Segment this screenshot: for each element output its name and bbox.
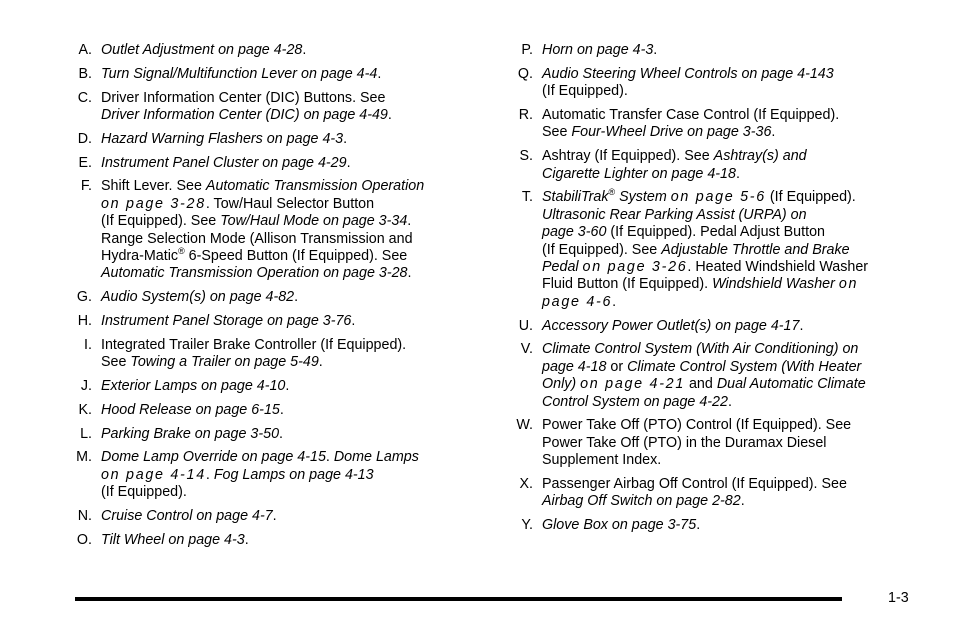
item-description: . <box>407 265 412 282</box>
cross-reference-link: on page 4-21 <box>580 376 685 393</box>
item-description: . <box>387 107 392 123</box>
cross-reference-link: Four-Wheel Drive on page 3-36 <box>571 124 772 141</box>
right-column <box>500 42 920 541</box>
item-description: . <box>727 393 732 410</box>
cross-reference-link: Automatic Transmission Operation <box>205 178 425 195</box>
legend-item <box>68 449 488 501</box>
item-letter: U. <box>518 317 533 334</box>
item-text <box>542 476 920 511</box>
legend-item <box>500 107 920 142</box>
item-description: Range Selection Mode (Allison Transmission and <box>101 230 413 247</box>
item-letter: C. <box>77 89 92 106</box>
item-text <box>101 449 488 501</box>
cross-reference-link: Ashtray(s) and <box>713 148 807 165</box>
cross-reference-link: page 4-6 <box>542 293 613 310</box>
cross-reference-link: Automatic Transmission Operation on page 3-28 <box>101 265 408 282</box>
legend-item <box>68 42 488 59</box>
item-description: . <box>285 378 290 395</box>
cross-reference-link: Only) <box>542 376 581 393</box>
item-description: Fluid Button (If Equipped). <box>542 276 713 293</box>
item-description: or <box>606 358 628 375</box>
legend-item <box>68 155 488 172</box>
item-letter: O. <box>76 531 92 548</box>
item-description: See <box>542 124 572 141</box>
item-description: Power Take Off (PTO) in the Duramax Diesel <box>542 434 827 451</box>
item-description: . <box>612 293 617 310</box>
legend-item <box>68 289 488 306</box>
cross-reference-link: Instrument Panel Storage on page 3-76 <box>101 313 352 330</box>
item-letter: R. <box>518 107 533 123</box>
cross-reference-link: Audio Steering Wheel Controls on page 4-143 <box>542 65 834 82</box>
left-column <box>68 42 488 556</box>
cross-reference-link: page 4-18 <box>542 358 607 375</box>
cross-reference-link: Climate Control System (With Air Conditioning) on <box>542 341 859 358</box>
item-text <box>542 318 920 335</box>
item-description: (If Equipped). Pedal Adjust Button <box>606 224 825 241</box>
item-description: . <box>740 493 745 510</box>
item-description: (If Equipped). <box>101 484 187 501</box>
item-description: See <box>101 354 131 371</box>
item-description: . <box>696 517 701 534</box>
legend-item <box>500 341 920 411</box>
item-text <box>101 402 488 419</box>
item-letter: J. <box>80 378 92 395</box>
item-text <box>542 189 920 311</box>
cross-reference-link: Ultrasonic Rear Parking Assist (URPA) on <box>542 206 807 223</box>
cross-reference-link: on page 3-26 <box>582 259 688 276</box>
item-description: . <box>377 65 382 82</box>
item-text <box>101 532 488 549</box>
item-description: . <box>279 401 284 418</box>
cross-reference-link: System <box>615 189 671 206</box>
cross-reference-link: Cruise Control on page 4-7 <box>101 508 273 525</box>
legend-item <box>68 66 488 83</box>
item-letter: F. <box>80 178 92 195</box>
item-description: and <box>685 376 717 393</box>
legend-item <box>68 90 488 125</box>
item-description: . <box>343 130 348 147</box>
item-description: . Heated Windshield Washer <box>687 259 869 276</box>
cross-reference-link: Tilt Wheel on page 4-3 <box>101 531 245 548</box>
cross-reference-link: Control System on page 4-22 <box>542 393 728 410</box>
legend-item <box>500 42 920 59</box>
item-description: . <box>346 154 351 171</box>
item-description: Power Take Off (PTO) Control (If Equipped). See <box>542 417 852 434</box>
item-description: . <box>302 42 307 58</box>
item-text <box>101 337 488 372</box>
item-text <box>542 517 920 534</box>
cross-reference-link: Turn Signal/Multifunction Lever on page 4-4 <box>101 65 378 82</box>
legend-item <box>68 426 488 443</box>
cross-reference-link: Exterior Lamps on page 4-10 <box>101 378 286 395</box>
item-description: . <box>294 289 299 306</box>
legend-item <box>68 508 488 525</box>
cross-reference-link: Audio System(s) on page 4-82 <box>101 289 295 306</box>
item-text <box>542 42 920 59</box>
item-text <box>101 66 488 83</box>
item-letter: T. <box>521 189 533 206</box>
cross-reference-link: Driver Information Center (DIC) on page 4-49 <box>101 107 388 123</box>
item-letter: K. <box>78 401 92 418</box>
item-letter: L. <box>80 425 92 442</box>
item-text <box>542 148 920 183</box>
item-letter: Q. <box>517 65 533 82</box>
item-description: (If Equipped). See <box>542 241 662 258</box>
item-letter: A. <box>78 42 92 58</box>
cross-reference-link: Parking Brake on page 3-50 <box>101 425 280 442</box>
item-text <box>101 131 488 148</box>
legend-item <box>68 378 488 395</box>
item-letter: W. <box>516 417 533 434</box>
cross-reference-link: Instrument Panel Cluster on page 4-29 <box>101 154 347 171</box>
item-description: (If Equipped). See <box>101 213 221 230</box>
registered-mark: ® <box>608 187 616 198</box>
item-description: . <box>799 317 804 334</box>
item-text <box>542 341 920 411</box>
item-letter: V. <box>520 341 533 358</box>
item-text <box>101 178 488 282</box>
item-letter: S. <box>519 148 533 165</box>
cross-reference-link: Airbag Off Switch on page 2-82 <box>542 493 741 510</box>
item-letter: Y. <box>521 517 533 534</box>
legend-item <box>68 178 488 282</box>
cross-reference-link: Tow/Haul Mode on page 3-34 <box>220 213 408 230</box>
cross-reference-link: on page 5-6 <box>670 189 766 206</box>
cross-reference-link: Horn on page 4-3 <box>542 42 654 58</box>
item-letter: D. <box>77 130 92 147</box>
cross-reference-link: Towing a Trailer on page 5-49 <box>130 354 319 371</box>
cross-reference-link: Dome Lamp Override on page 4-15 <box>101 449 326 466</box>
cross-reference-link: Hazard Warning Flashers on page 4-3 <box>101 130 344 147</box>
item-letter: M. <box>76 449 92 466</box>
item-description: . <box>351 313 356 330</box>
cross-reference-link: Hood Release on page 6-15 <box>101 401 280 418</box>
cross-reference-link: Adjustable Throttle and Brake <box>661 241 850 258</box>
item-text <box>101 90 488 125</box>
cross-reference-link: StabiliTrak <box>542 189 609 206</box>
item-text <box>542 417 920 469</box>
item-text <box>101 155 488 172</box>
legend-item <box>500 66 920 101</box>
legend-item <box>68 402 488 419</box>
item-description: Integrated Trailer Brake Controller (If Equipped). <box>101 336 407 353</box>
cross-reference-link: on page 3-28 <box>101 195 206 212</box>
item-description: . Tow/Haul Selector Button <box>205 195 375 212</box>
item-letter: H. <box>77 313 92 330</box>
item-text <box>101 426 488 443</box>
cross-reference-link: Outlet Adjustment on page 4-28 <box>101 42 303 58</box>
item-description: Driver Information Center (DIC) Buttons. See <box>101 89 386 106</box>
item-text <box>542 66 920 101</box>
legend-item <box>500 517 920 534</box>
item-description: Automatic Transfer Case Control (If Equipped). <box>542 107 840 123</box>
item-letter: N. <box>77 508 92 525</box>
item-description: Passenger Airbag Off Control (If Equipped). See <box>542 476 847 493</box>
item-text <box>101 289 488 306</box>
item-description: Ashtray (If Equipped). See <box>542 148 714 165</box>
cross-reference-link: Dual Automatic Climate <box>716 376 866 393</box>
registered-mark: ® <box>178 246 185 257</box>
footer-rule <box>75 597 842 601</box>
item-description: . <box>244 531 249 548</box>
item-description: . <box>407 213 412 230</box>
cross-reference-link: Cigarette Lighter on page 4-18 <box>542 165 736 182</box>
item-description: . <box>205 466 214 483</box>
item-description: . <box>272 508 277 525</box>
legend-item <box>500 148 920 183</box>
legend-item <box>68 131 488 148</box>
cross-reference-link: on <box>838 276 859 293</box>
item-text <box>101 508 488 525</box>
item-letter: G. <box>76 289 92 306</box>
page-number: 1-3 <box>888 590 909 606</box>
item-description: (If Equipped). <box>765 189 856 206</box>
item-description: Shift Lever. See <box>101 178 206 195</box>
item-text <box>101 42 488 59</box>
item-description: Hydra-Matic <box>101 248 179 265</box>
cross-reference-link: Pedal <box>542 259 583 276</box>
legend-item <box>500 318 920 335</box>
cross-reference-link: Windshield Washer <box>712 276 839 293</box>
item-text <box>542 107 920 142</box>
item-letter: X. <box>519 476 533 493</box>
item-description: . <box>318 354 323 371</box>
cross-reference-link: Glove Box on page 3-75 <box>542 517 697 534</box>
legend-item <box>500 189 920 311</box>
item-text <box>101 378 488 395</box>
item-description: (If Equipped). <box>542 83 628 100</box>
cross-reference-link: Climate Control System (With Heater <box>627 358 862 375</box>
legend-item <box>500 417 920 469</box>
item-description: 6-Speed Button (If Equipped). See <box>184 248 408 265</box>
cross-reference-link: Dome Lamps <box>333 449 419 466</box>
item-description: . <box>771 124 776 141</box>
item-description: . <box>653 42 658 58</box>
item-description: . <box>325 449 334 466</box>
item-text <box>101 313 488 330</box>
item-letter: I. <box>84 336 92 353</box>
item-description: Supplement Index. <box>542 452 662 469</box>
cross-reference-link: Fog Lamps on page 4-13 <box>213 466 374 483</box>
item-letter: E. <box>78 154 92 171</box>
item-letter: P. <box>521 42 533 58</box>
item-description: . <box>735 165 740 182</box>
legend-item <box>68 313 488 330</box>
legend-item <box>500 476 920 511</box>
cross-reference-link: Accessory Power Outlet(s) on page 4-17 <box>542 317 800 334</box>
cross-reference-link: page 3-60 <box>542 224 607 241</box>
item-letter: B. <box>78 65 92 82</box>
cross-reference-link: on page 4-14 <box>101 466 206 483</box>
item-description: . <box>279 425 284 442</box>
legend-item <box>68 337 488 372</box>
legend-item <box>68 532 488 549</box>
